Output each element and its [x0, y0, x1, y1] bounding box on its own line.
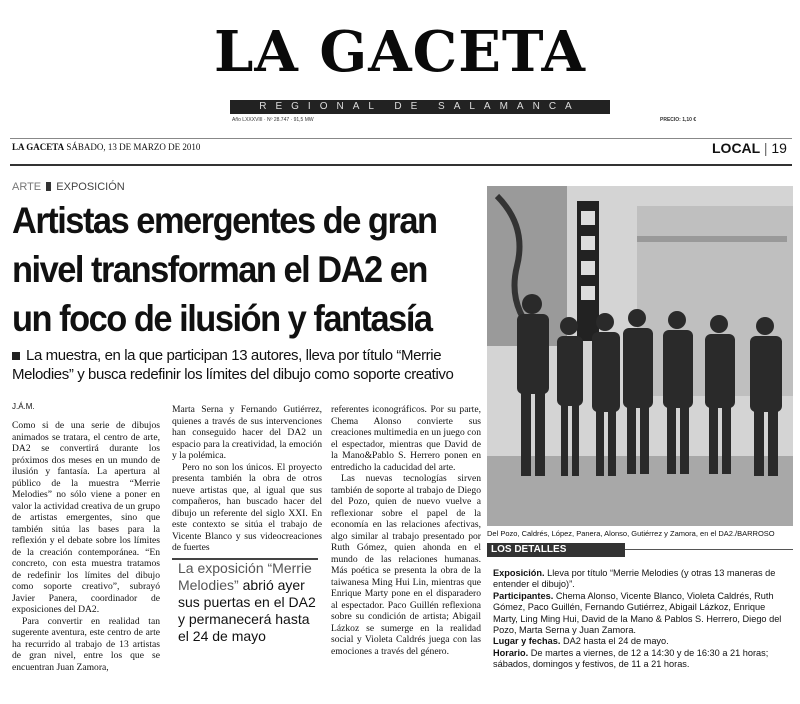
subhead: [12, 346, 482, 384]
subhead-text: La muestra, en la que participan 13 autores, lleva por título “Merrie Melodies” y busca redefinir los límites del dibujo como soporte creativo: [12, 347, 454, 383]
divider: [10, 138, 792, 139]
masthead-subtitle: REGIONAL DE SALAMANCA: [259, 101, 581, 112]
kicker-label: EXPOSICIÓN: [56, 181, 125, 193]
details-box: [493, 568, 789, 671]
issue-info: Año LXXXVIII · Nº 28.747 · 91,5 MW: [232, 117, 314, 123]
paragraph: Para convertir en realidad tan sugerente aventura, este centro de arte ha recurrido al trabajo de 13 artistas de gran nivel, entre los que se encuentran Juan Zamora,: [12, 615, 160, 673]
kicker-tag: ARTE: [12, 181, 42, 193]
byline: J.Á.M.: [12, 402, 35, 411]
paragraph: Marta Serna y Fernando Gutiérrez, quienes a través de sus intervenciones han conseguido hacer del DA2 un espacio para la creatividad, la emoción y la polémica.: [172, 404, 322, 461]
kicker: [12, 181, 125, 193]
paragraph: Como si de una serie de dibujos animados se tratara, el centro de arte, DA2 se convertirá durante los próximos dos meses en un mundo de ilusión y fantasía. La apertura al público de la muestra “Merrie Melodies” no sólo viene a poner en valor la actividad creativa de un grupo de artistas emergentes, sino que también sitúa las bases para la reflexión y el debate sobre los límites de la creación contemporánea. “En concreto, con esta muestra tratamos de redefinir los límites del dibujo como soporte creativo”, subrayó Javier Panera, coordinador de exposiciones del DA2.: [12, 420, 160, 615]
group-photo: [487, 186, 793, 526]
photo-illustration: [487, 186, 793, 526]
paragraph: referentes iconográficos. Por su parte, Chema Alonso convierte sus creaciones multimedia en un juego con el espectador, mientras que David de la Mano&Pablo S. Herrero ponen en entredicho la caducidad del arte.: [331, 404, 481, 473]
page-number: 19: [771, 140, 787, 156]
body-column-1: [12, 420, 160, 673]
pullquote-rest: abrió ayer sus puertas en el DA2 y permanecerá hasta el 24 de mayo: [178, 577, 316, 644]
details-title: LOS DETALLES: [487, 543, 625, 557]
details-item: Participantes. Chema Alonso, Vicente Blanco, Violeta Caldrés, Ruth Gómez, Paco Guillén, Fernando Gutiérrez, Abigail Lázkoz, Enrique Marty, Ling Ming Hui, David de la Mano & Pablos S. Herrero, Diego del Pozo, Marta Serna y Juan Zamora.: [493, 590, 782, 636]
section-rule: [10, 164, 792, 166]
dateline-paper: LA GACETA: [12, 142, 65, 152]
pullquote: [172, 558, 318, 645]
headline: Artistas emergentes de gran nivel transforman el DA2 en un foco de ilusión y fantasía: [12, 200, 437, 339]
body-column-2: [172, 404, 322, 554]
details-item: Lugar y fechas. DA2 hasta el 24 de mayo.: [493, 636, 669, 647]
paragraph: Las nuevas tecnologías sirven también de soporte al trabajo de Diego del Pozo, quien de nuevo vuelve a reflexionar sobre el papel de la economía en las relaciones afectivas, algo similar al trabajo presentado por Ruth Gómez, quien ahonda en el mundo de las relaciones humanas. Más poética se presenta la obra de la taiwanesa Ming Hui Lin, mientras que Enrique Marty pone en el disparadero al espectador. Paco Guillén reflexiona sobre su condición de artista; Abigail Lázkoz se sumerge en la realidad social y Violeta Caldrés juega con las emociones a través del género.: [331, 473, 481, 657]
pullquote-lead: La exposición “Merrie Melodies”: [178, 560, 312, 593]
details-item: Exposición. Lleva por título “Merrie Melodies (y otras 13 maneras de entender el dibujo)”.: [493, 568, 776, 590]
dateline-date: SÁBADO, 13 DE MARZO DE 2010: [66, 142, 201, 152]
details-rule: [625, 549, 793, 550]
body-column-3: [331, 404, 481, 657]
photo-caption: Del Pozo, Caldrés, López, Panera, Alonso, Gutiérrez y Zamora, en el DA2./BARROSO: [487, 529, 775, 538]
section-name: LOCAL: [712, 140, 760, 156]
bullet-square: [12, 352, 20, 360]
section-label: LOCAL | 19: [712, 140, 787, 156]
masthead-title: LA GACETA: [214, 19, 586, 85]
price: PRECIO: 1,10 €: [660, 117, 697, 123]
details-item: Horario. De martes a viernes, de 12 a 14:30 y de 16:30 a 21 horas; sábados, domingos y festivos, de 11 a 21 horas.: [493, 647, 769, 670]
paragraph: Pero no son los únicos. El proyecto presenta también la obra de otros nueve artistas que, al igual que sus compañeros, han buscado hacer del dibujo un referente del siglo XXI. En este contexto se sitúa el trabajo de Vicente Blanco y sus videocreaciones de fuertes: [172, 461, 322, 553]
dateline: [12, 142, 200, 152]
